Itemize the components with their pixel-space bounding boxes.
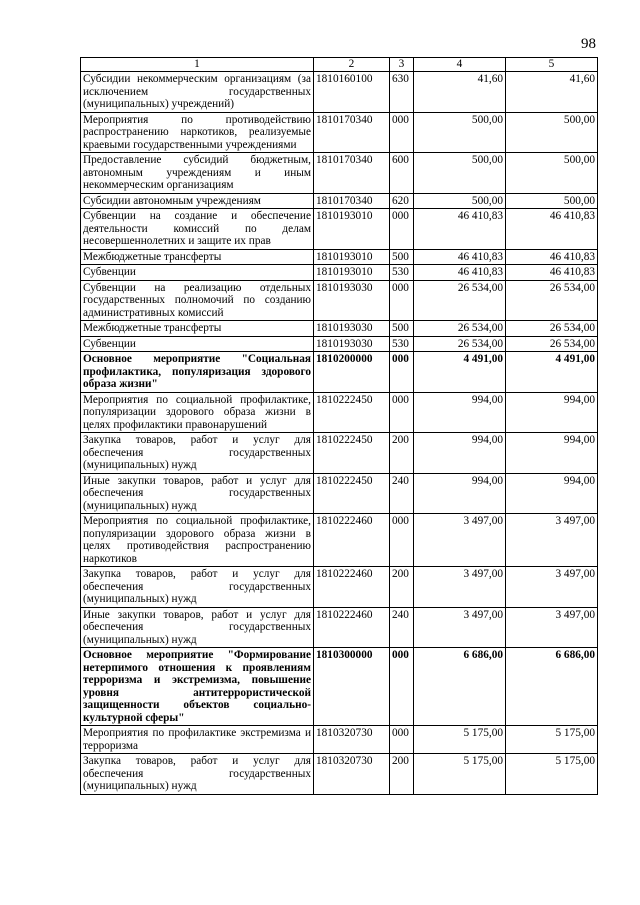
- row-amount-col5: 5 175,00: [506, 726, 598, 754]
- row-expense-type: 000: [390, 112, 414, 153]
- row-amount-col4: 26 534,00: [414, 321, 506, 337]
- row-expense-type: 500: [390, 321, 414, 337]
- row-amount-col5: 994,00: [506, 473, 598, 514]
- row-amount-col5: 6 686,00: [506, 648, 598, 726]
- row-code: 1810222460: [314, 514, 390, 567]
- table-row: [81, 754, 598, 795]
- row-amount-col5: 500,00: [506, 193, 598, 209]
- row-code: 1810160100: [314, 72, 390, 113]
- table-row: [81, 112, 598, 153]
- row-name: Субсидии автономным учреждениям: [81, 193, 314, 209]
- row-expense-type: 500: [390, 249, 414, 265]
- row-amount-col4: 5 175,00: [414, 754, 506, 795]
- budget-table: [80, 57, 598, 795]
- header-col-1: 1: [81, 58, 314, 72]
- row-amount-col4: 41,60: [414, 72, 506, 113]
- row-amount-col5: 26 534,00: [506, 280, 598, 321]
- row-amount-col5: 3 497,00: [506, 514, 598, 567]
- row-code: 1810300000: [314, 648, 390, 726]
- row-code: 1810222450: [314, 392, 390, 433]
- table-row: [81, 336, 598, 352]
- row-code: 1810320730: [314, 754, 390, 795]
- row-amount-col4: 6 686,00: [414, 648, 506, 726]
- row-name: Иные закупки товаров, работ и услуг для обеспечения государственных (муниципальных) нужд: [81, 607, 314, 648]
- row-name: Закупка товаров, работ и услуг для обеспечения государственных (муниципальных) нужд: [81, 567, 314, 608]
- row-name: Закупка товаров, работ и услуг для обеспечения государственных (муниципальных) нужд: [81, 433, 314, 474]
- row-expense-type: 600: [390, 153, 414, 194]
- row-amount-col4: 3 497,00: [414, 567, 506, 608]
- row-name: Закупка товаров, работ и услуг для обеспечения государственных (муниципальных) нужд: [81, 754, 314, 795]
- row-expense-type: 000: [390, 514, 414, 567]
- table-row: [81, 193, 598, 209]
- row-expense-type: 240: [390, 607, 414, 648]
- row-name: Основное мероприятие "Формирование нетерпимого отношения к проявлениям терроризма и экстремизма, повышение уровня антитеррористической защищенности объектов социально-культурной сферы": [81, 648, 314, 726]
- row-code: 1810222460: [314, 567, 390, 608]
- row-name: Субвенции: [81, 265, 314, 281]
- row-amount-col4: 994,00: [414, 433, 506, 474]
- row-amount-col4: 3 497,00: [414, 514, 506, 567]
- row-name: Межбюджетные трансферты: [81, 249, 314, 265]
- row-expense-type: 620: [390, 193, 414, 209]
- row-name: Мероприятия по профилактике экстремизма и терроризма: [81, 726, 314, 754]
- row-amount-col4: 500,00: [414, 153, 506, 194]
- row-amount-col5: 4 491,00: [506, 352, 598, 393]
- row-code: 1810222460: [314, 607, 390, 648]
- table-row: [81, 265, 598, 281]
- table-row: [81, 433, 598, 474]
- row-name: Межбюджетные трансферты: [81, 321, 314, 337]
- row-amount-col5: 994,00: [506, 433, 598, 474]
- row-amount-col5: 994,00: [506, 392, 598, 433]
- row-name: Мероприятия по социальной профилактике, популяризации здорового образа жизни в целях противодействия распространению наркотиков: [81, 514, 314, 567]
- row-expense-type: 240: [390, 473, 414, 514]
- row-amount-col5: 26 534,00: [506, 321, 598, 337]
- row-code: 1810193010: [314, 265, 390, 281]
- row-name: Мероприятия по социальной профилактике, популяризации здорового образа жизни в целях профилактики правонарушений: [81, 392, 314, 433]
- row-amount-col5: 46 410,83: [506, 249, 598, 265]
- table-row: [81, 321, 598, 337]
- row-name: Иные закупки товаров, работ и услуг для обеспечения государственных (муниципальных) нужд: [81, 473, 314, 514]
- table-row: [81, 249, 598, 265]
- row-amount-col4: 500,00: [414, 112, 506, 153]
- row-amount-col5: 500,00: [506, 153, 598, 194]
- row-amount-col5: 500,00: [506, 112, 598, 153]
- row-expense-type: 000: [390, 352, 414, 393]
- row-expense-type: 630: [390, 72, 414, 113]
- table-row: [81, 392, 598, 433]
- table-row: [81, 352, 598, 393]
- row-code: 1810200000: [314, 352, 390, 393]
- row-amount-col4: 994,00: [414, 473, 506, 514]
- row-amount-col4: 46 410,83: [414, 249, 506, 265]
- row-amount-col5: 3 497,00: [506, 607, 598, 648]
- row-amount-col4: 4 491,00: [414, 352, 506, 393]
- row-name: Мероприятия по противодействию распространению наркотиков, реализуемые краевыми государственными учреждениями: [81, 112, 314, 153]
- row-amount-col4: 5 175,00: [414, 726, 506, 754]
- row-code: 1810320730: [314, 726, 390, 754]
- row-code: 1810222450: [314, 433, 390, 474]
- row-code: 1810170340: [314, 153, 390, 194]
- header-col-3: 3: [390, 58, 414, 72]
- row-expense-type: 000: [390, 648, 414, 726]
- row-code: 1810193030: [314, 280, 390, 321]
- row-amount-col5: 46 410,83: [506, 265, 598, 281]
- row-code: 1810193030: [314, 321, 390, 337]
- table-row: [81, 280, 598, 321]
- row-code: 1810193030: [314, 336, 390, 352]
- header-col-2: 2: [314, 58, 390, 72]
- row-expense-type: 530: [390, 265, 414, 281]
- row-code: 1810193010: [314, 249, 390, 265]
- row-name: Субсидии некоммерческим организациям (за исключением государственных (муниципальных) учреждений): [81, 72, 314, 113]
- row-name: Субвенции на реализацию отдельных государственных полномочий по созданию административных комиссий: [81, 280, 314, 321]
- table-row: [81, 153, 598, 194]
- row-code: 1810170340: [314, 112, 390, 153]
- row-expense-type: 000: [390, 726, 414, 754]
- row-amount-col5: 5 175,00: [506, 754, 598, 795]
- row-expense-type: 200: [390, 567, 414, 608]
- row-name: Субвенции: [81, 336, 314, 352]
- table-row: [81, 209, 598, 250]
- row-name: Основное мероприятие "Социальная профилактика, популяризация здорового образа жизни": [81, 352, 314, 393]
- table-row: [81, 607, 598, 648]
- row-amount-col4: 46 410,83: [414, 265, 506, 281]
- row-code: 1810193010: [314, 209, 390, 250]
- row-amount-col4: 994,00: [414, 392, 506, 433]
- header-col-4: 4: [414, 58, 506, 72]
- page-number: 98: [581, 36, 596, 52]
- row-expense-type: 200: [390, 433, 414, 474]
- table-row: [81, 514, 598, 567]
- table-row: [81, 72, 598, 113]
- row-expense-type: 000: [390, 209, 414, 250]
- row-code: 1810170340: [314, 193, 390, 209]
- row-amount-col5: 26 534,00: [506, 336, 598, 352]
- header-col-5: 5: [506, 58, 598, 72]
- row-amount-col4: 3 497,00: [414, 607, 506, 648]
- row-expense-type: 000: [390, 280, 414, 321]
- table-row: [81, 648, 598, 726]
- row-amount-col4: 500,00: [414, 193, 506, 209]
- row-amount-col4: 46 410,83: [414, 209, 506, 250]
- row-expense-type: 000: [390, 392, 414, 433]
- row-amount-col5: 41,60: [506, 72, 598, 113]
- table-row: [81, 567, 598, 608]
- row-amount-col5: 3 497,00: [506, 567, 598, 608]
- table-row: [81, 726, 598, 754]
- row-amount-col4: 26 534,00: [414, 280, 506, 321]
- row-amount-col4: 26 534,00: [414, 336, 506, 352]
- table-row: [81, 473, 598, 514]
- row-name: Предоставление субсидий бюджетным, автономным учреждениям и иным некоммерческим организациям: [81, 153, 314, 194]
- row-code: 1810222450: [314, 473, 390, 514]
- row-name: Субвенции на создание и обеспечение деятельности комиссий по делам несовершеннолетних и защите их прав: [81, 209, 314, 250]
- row-expense-type: 200: [390, 754, 414, 795]
- table-header-row: [81, 58, 598, 72]
- row-expense-type: 530: [390, 336, 414, 352]
- row-amount-col5: 46 410,83: [506, 209, 598, 250]
